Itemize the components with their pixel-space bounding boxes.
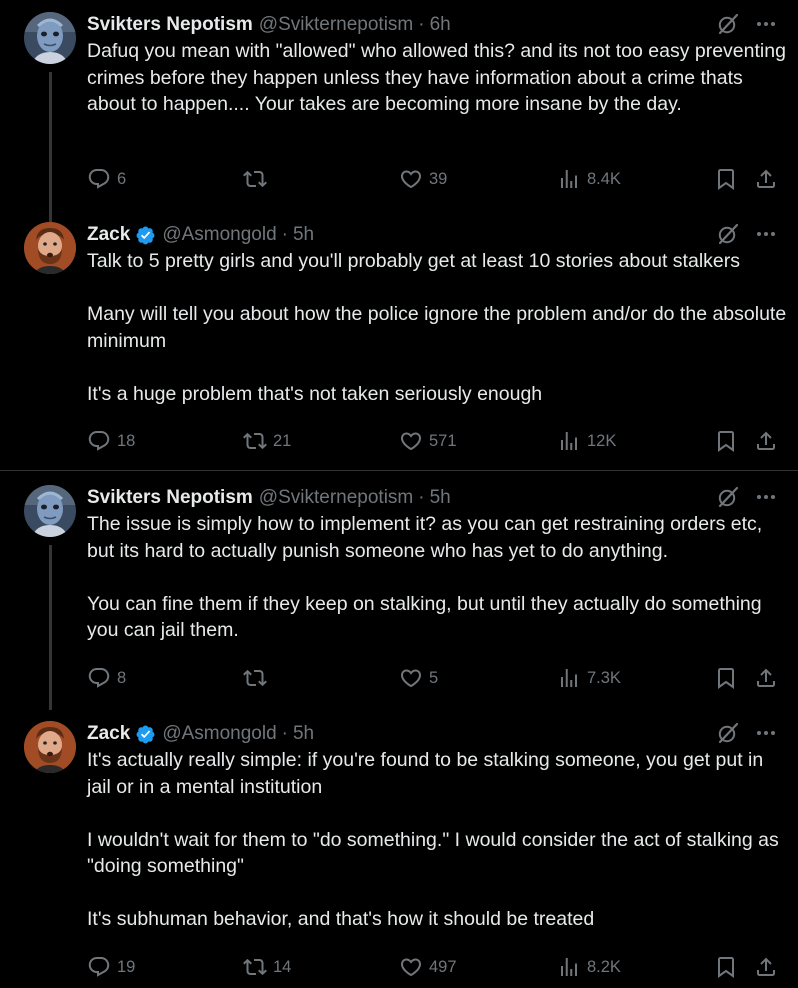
- share-button[interactable]: [754, 165, 778, 193]
- reply-button[interactable]: [87, 953, 135, 981]
- views-button[interactable]: [557, 427, 616, 455]
- tweet-text: [87, 248, 792, 407]
- avatar[interactable]: [24, 12, 76, 64]
- reply-count: 18: [117, 431, 136, 450]
- author-handle[interactable]: @Svikternepotism: [258, 14, 414, 35]
- bookmark-button[interactable]: [714, 953, 738, 981]
- more-options-icon[interactable]: [754, 12, 778, 36]
- like-count: 571: [429, 431, 457, 450]
- thread-line: [49, 72, 52, 222]
- tweet-header: [87, 222, 314, 248]
- action-bar: [87, 165, 787, 193]
- reply-icon: [87, 955, 111, 979]
- action-bar: [87, 664, 787, 692]
- more-options-icon[interactable]: [754, 222, 778, 246]
- divider: [0, 470, 798, 471]
- retweet-button[interactable]: [243, 664, 273, 692]
- bar-chart-icon: [557, 167, 581, 191]
- share-icon: [754, 955, 778, 979]
- bookmark-icon: [714, 666, 738, 690]
- tweet-paragraph: Many will tell you about how the police ignore the problem and/or do the absolute minimum: [87, 303, 792, 352]
- bar-chart-icon: [557, 666, 581, 690]
- tweet-paragraph: It's actually really simple: if you're found to be stalking someone, you get put in jail or in a mental institution: [87, 749, 769, 798]
- avatar[interactable]: [24, 222, 76, 274]
- retweet-button[interactable]: [243, 427, 291, 455]
- bookmark-icon: [714, 955, 738, 979]
- tweet-header: [87, 721, 314, 747]
- tweet-paragraph: It's a huge problem that's not taken seriously enough: [87, 382, 543, 405]
- separator: ·: [418, 487, 425, 508]
- tweet-header: [87, 12, 451, 38]
- bar-chart-icon: [557, 429, 581, 453]
- timestamp[interactable]: 5h: [292, 723, 315, 744]
- grok-icon[interactable]: [716, 721, 740, 745]
- like-button[interactable]: [399, 427, 457, 455]
- heart-icon: [399, 429, 423, 453]
- reply-button[interactable]: [87, 165, 126, 193]
- author-name[interactable]: Svikters Nepotism: [87, 487, 253, 508]
- action-bar: [87, 953, 787, 981]
- tweet-text: [87, 511, 787, 644]
- retweet-button[interactable]: [243, 953, 291, 981]
- reply-button[interactable]: [87, 664, 126, 692]
- view-count: 8.4K: [587, 169, 621, 188]
- heart-icon: [399, 955, 423, 979]
- avatar[interactable]: [24, 485, 76, 537]
- share-button[interactable]: [754, 664, 778, 692]
- bookmark-button[interactable]: [714, 427, 738, 455]
- separator: ·: [418, 14, 425, 35]
- retweet-icon: [243, 167, 267, 191]
- retweet-icon: [243, 955, 267, 979]
- bookmark-icon: [714, 167, 738, 191]
- reply-icon: [87, 167, 111, 191]
- view-count: 12K: [587, 431, 617, 450]
- like-button[interactable]: [399, 664, 438, 692]
- share-icon: [754, 429, 778, 453]
- reply-count: 6: [117, 169, 127, 188]
- avatar[interactable]: [24, 721, 76, 773]
- bookmark-button[interactable]: [714, 664, 738, 692]
- tweet-paragraph: I wouldn't wait for them to "do something." I would consider the act of stalking as "doing something": [87, 828, 785, 877]
- like-button[interactable]: [399, 165, 447, 193]
- author-handle[interactable]: @Asmongold: [162, 224, 277, 245]
- views-button[interactable]: [557, 165, 621, 193]
- share-button[interactable]: [754, 953, 778, 981]
- retweet-icon: [243, 666, 267, 690]
- like-count: 39: [429, 169, 448, 188]
- author-name[interactable]: Zack: [87, 224, 131, 245]
- separator: ·: [281, 723, 288, 744]
- heart-icon: [399, 666, 423, 690]
- timestamp[interactable]: 6h: [429, 14, 451, 35]
- tweet-paragraph: You can fine them if they keep on stalking, but until they actually do something you can jail them.: [87, 592, 768, 641]
- author-name[interactable]: Zack: [87, 723, 131, 744]
- like-count: 497: [429, 957, 457, 976]
- reply-count: 19: [117, 957, 136, 976]
- reply-button[interactable]: [87, 427, 135, 455]
- author-handle[interactable]: @Asmongold: [162, 723, 277, 744]
- bookmark-button[interactable]: [714, 165, 738, 193]
- reply-icon: [87, 666, 111, 690]
- author-name[interactable]: Svikters Nepotism: [87, 14, 253, 35]
- tweet-text: [87, 38, 792, 118]
- more-options-icon[interactable]: [754, 485, 778, 509]
- retweet-count: 14: [273, 957, 292, 976]
- grok-icon[interactable]: [716, 12, 740, 36]
- reply-count: 8: [117, 668, 127, 687]
- timestamp[interactable]: 5h: [429, 487, 451, 508]
- retweet-button[interactable]: [243, 165, 273, 193]
- retweet-icon: [243, 429, 267, 453]
- tweet-paragraph: Dafuq you mean with "allowed" who allowed this? and its not too easy preventing crimes before they happen unless they have information about a crime thats about to happen.... Your takes are becoming more insane by the day.: [87, 40, 792, 115]
- more-options-icon[interactable]: [754, 721, 778, 745]
- tweet-paragraph: The issue is simply how to implement it? as you can get restraining orders etc, but its hard to actually punish someone who has yet to do anything.: [87, 513, 768, 562]
- view-count: 8.2K: [587, 957, 621, 976]
- like-button[interactable]: [399, 953, 457, 981]
- timestamp[interactable]: 5h: [292, 224, 315, 245]
- tweet-paragraph: It's subhuman behavior, and that's how it should be treated: [87, 908, 595, 930]
- view-count: 7.3K: [587, 668, 621, 687]
- tweet-paragraph: Talk to 5 pretty girls and you'll probably get at least 10 stories about stalkers: [87, 250, 740, 272]
- tweet-text: [87, 747, 787, 933]
- separator: ·: [281, 224, 288, 245]
- reply-icon: [87, 429, 111, 453]
- bookmark-icon: [714, 429, 738, 453]
- share-icon: [754, 666, 778, 690]
- author-handle[interactable]: @Svikternepotism: [258, 487, 414, 508]
- views-button[interactable]: [557, 664, 621, 692]
- bar-chart-icon: [557, 955, 581, 979]
- verified-badge-icon[interactable]: [135, 724, 156, 745]
- grok-icon[interactable]: [716, 222, 740, 246]
- retweet-count: 21: [273, 431, 292, 450]
- heart-icon: [399, 167, 423, 191]
- grok-icon[interactable]: [716, 485, 740, 509]
- action-bar: [87, 427, 787, 455]
- views-button[interactable]: [557, 953, 621, 981]
- share-icon: [754, 167, 778, 191]
- tweet-header: [87, 485, 451, 511]
- verified-badge-icon[interactable]: [135, 225, 156, 246]
- share-button[interactable]: [754, 427, 778, 455]
- thread-line: [49, 545, 52, 710]
- like-count: 5: [429, 668, 439, 687]
